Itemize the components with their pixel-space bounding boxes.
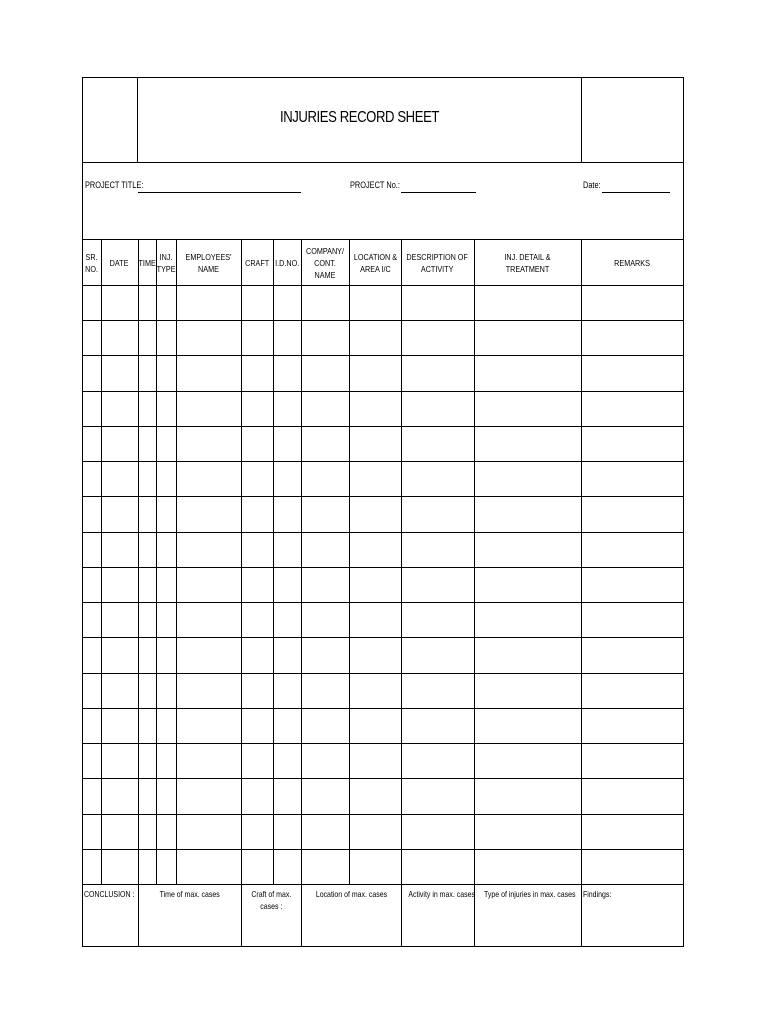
column-divider (401, 240, 402, 946)
left-logo-box (83, 78, 138, 162)
project-info-band (83, 163, 683, 240)
conclusion-injury-type: Type of injuries in max. cases (484, 889, 576, 899)
conclusion-craft: Craft of max. cases : (251, 889, 291, 911)
column-divider (176, 240, 177, 884)
row-divider (83, 602, 683, 603)
column-divider (138, 240, 139, 946)
row-divider (83, 426, 683, 427)
row-divider (83, 708, 683, 709)
row-divider (83, 778, 683, 779)
column-divider (241, 240, 242, 946)
row-divider (83, 567, 683, 568)
date-label: Date: (583, 180, 601, 190)
project-number-label: PROJECT No.: (350, 180, 400, 190)
column-header-location: LOCATION & AREA I/C (353, 251, 397, 274)
column-divider (101, 240, 102, 884)
title-band (83, 78, 683, 163)
injuries-record-sheet (82, 77, 684, 947)
column-divider (156, 240, 157, 884)
column-header-id-no: I.D.NO. (274, 257, 300, 268)
column-divider (581, 240, 582, 946)
conclusion-activity: Activity in max. cases (408, 889, 475, 899)
project-number-field[interactable] (401, 192, 476, 193)
sheet-title: INJURIES RECORD SHEET (279, 109, 440, 126)
row-divider (83, 320, 683, 321)
conclusion-findings: Findings: (583, 889, 612, 899)
column-divider (273, 240, 274, 884)
conclusion-time: Time of max. cases (159, 889, 220, 899)
column-header-sr-no: SR. NO. (85, 251, 99, 274)
column-header-remarks: REMARKS (614, 257, 650, 268)
row-divider (83, 814, 683, 815)
row-divider (83, 391, 683, 392)
project-title-field[interactable] (138, 192, 301, 193)
date-field[interactable] (602, 192, 670, 193)
conclusion-label: CONCLUSION : (84, 889, 135, 899)
row-divider (83, 849, 683, 850)
injury-table (83, 240, 683, 946)
column-divider (474, 240, 475, 946)
project-title-label: PROJECT TITLE: (85, 180, 144, 190)
column-header-employees-name: EMPLOYEES' NAME (185, 251, 232, 274)
row-divider (83, 532, 683, 533)
column-header-date: DATE (110, 257, 129, 268)
column-header-description: DESCRIPTION OF ACTIVITY (406, 251, 469, 274)
row-divider (83, 355, 683, 356)
column-divider (301, 240, 302, 946)
right-logo-box (581, 78, 683, 162)
row-divider (83, 673, 683, 674)
row-divider (83, 496, 683, 497)
row-divider (83, 743, 683, 744)
row-divider (83, 461, 683, 462)
column-header-inj-type: INJ. TYPE (156, 251, 176, 274)
conclusion-divider (83, 884, 683, 885)
column-header-time: TIME (138, 257, 156, 268)
column-header-inj-detail: INJ. DETAIL & TREATMENT (504, 251, 551, 274)
conclusion-location: Location of max. cases (315, 889, 387, 899)
header-divider (83, 285, 683, 286)
row-divider (83, 637, 683, 638)
column-divider (349, 240, 350, 884)
column-header-company: COMPANY/ CONT. NAME (305, 245, 345, 280)
column-header-craft: CRAFT (244, 257, 270, 268)
